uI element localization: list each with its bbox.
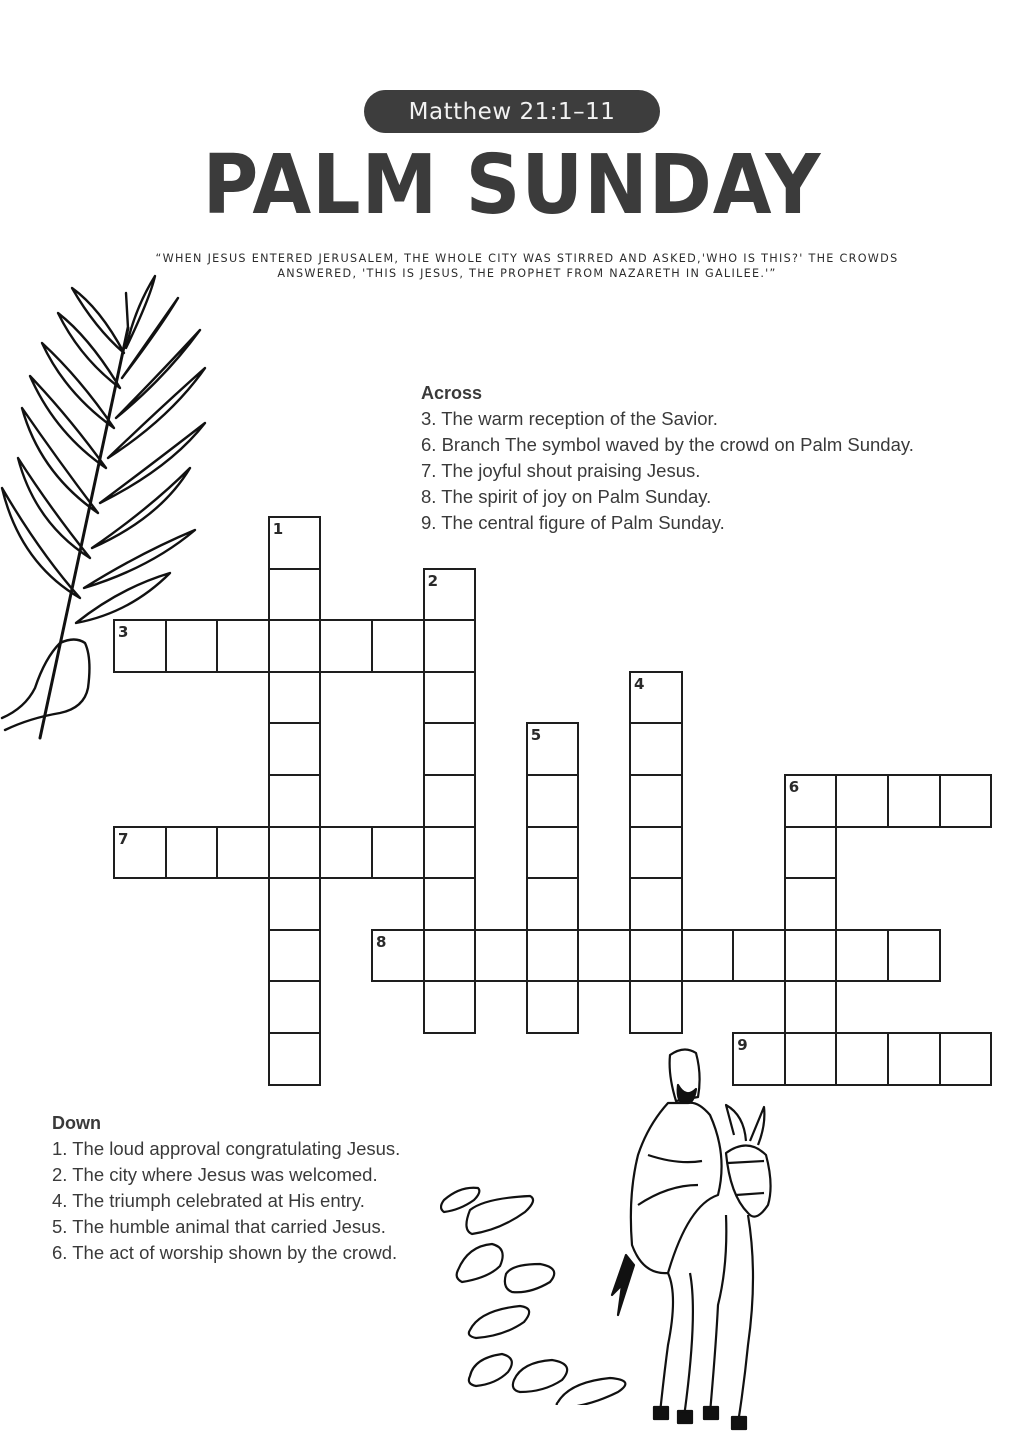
crossword-cell[interactable]: [681, 929, 735, 983]
crossword-cell[interactable]: [732, 929, 786, 983]
across-heading: Across: [421, 383, 483, 403]
crossword-cell[interactable]: [371, 826, 425, 880]
crossword-cell[interactable]: [216, 826, 270, 880]
crossword-cell[interactable]: [629, 722, 683, 776]
clue-number: 8: [376, 932, 387, 951]
down-clue-5: 5. The humble animal that carried Jesus.: [52, 1216, 386, 1237]
clue-number: 9: [737, 1036, 748, 1054]
across-clue-9: 9. The central figure of Palm Sunday.: [421, 512, 725, 533]
crossword-cell[interactable]: [887, 774, 941, 828]
quote-line-2: ANSWERED, 'THIS IS JESUS, THE PROPHET FROM NAZARETH IN GALILEE.'”: [277, 267, 777, 280]
crossword-cell[interactable]: [835, 929, 889, 983]
crossword-cell[interactable]: [268, 671, 322, 725]
crossword-cell[interactable]: [423, 826, 477, 880]
crossword-cell[interactable]: [526, 980, 580, 1034]
crossword-cell[interactable]: [835, 774, 889, 828]
crossword-cell[interactable]: [268, 722, 322, 776]
crossword-cell[interactable]: [113, 826, 167, 880]
crossword-cell[interactable]: [371, 619, 425, 673]
crossword-cell[interactable]: [526, 929, 580, 983]
crossword-cell[interactable]: [268, 877, 322, 931]
crossword-cell[interactable]: [526, 774, 580, 828]
clue-number: 3: [118, 623, 129, 642]
down-clues: [52, 1110, 400, 1266]
crossword-cell[interactable]: [784, 980, 838, 1034]
crossword-cell[interactable]: [526, 877, 580, 931]
crossword-cell[interactable]: [423, 619, 477, 673]
scripture-reference-pill: [364, 90, 660, 133]
clue-number: 2: [427, 571, 439, 590]
crossword-cell[interactable]: [319, 826, 373, 880]
clue-number: 5: [530, 726, 542, 745]
crossword-cell[interactable]: [784, 774, 838, 828]
crossword-cell[interactable]: [268, 1032, 322, 1086]
crossword-cell[interactable]: [629, 980, 683, 1034]
crossword-cell[interactable]: [784, 877, 838, 931]
crossword-cell[interactable]: [629, 671, 683, 725]
crossword-cell[interactable]: [526, 826, 580, 880]
crossword-cell[interactable]: [939, 774, 993, 828]
across-clue-7: 7. The joyful shout praising Jesus.: [421, 460, 701, 481]
crossword-cell[interactable]: [939, 1032, 993, 1086]
crossword-cell[interactable]: [784, 929, 838, 983]
crossword-cell[interactable]: [165, 619, 219, 673]
across-clue-8: 8. The spirit of joy on Palm Sunday.: [421, 486, 712, 507]
crossword-cell[interactable]: [784, 1032, 838, 1086]
across-clues: [421, 380, 914, 536]
crossword-cell[interactable]: [577, 929, 631, 983]
crossword-cell[interactable]: [113, 619, 167, 673]
scripture-reference: Matthew 21:1–11: [408, 98, 616, 125]
down-clue-1: 1. The loud approval congratulating Jesus.: [52, 1138, 401, 1159]
clue-number: 4: [634, 674, 645, 693]
crossword-cell[interactable]: [784, 826, 838, 880]
crossword-cell[interactable]: [423, 929, 477, 983]
crossword-cell[interactable]: [629, 774, 683, 828]
crossword-cell[interactable]: [268, 568, 322, 622]
clue-number: 7: [118, 829, 129, 848]
crossword-cell[interactable]: [629, 826, 683, 880]
jesus-on-donkey-icon: [598, 1045, 783, 1435]
across-clue-3: 3. The warm reception of the Savior.: [421, 408, 718, 429]
crossword-cell[interactable]: [268, 774, 322, 828]
down-clue-4: 4. The triumph celebrated at His entry.: [52, 1190, 365, 1211]
crossword-cell[interactable]: [423, 774, 477, 828]
crossword-cell[interactable]: [423, 877, 477, 931]
crossword-cell[interactable]: [887, 1032, 941, 1086]
across-clue-6: 6. Branch The symbol waved by the crowd on Palm Sunday.: [421, 434, 914, 455]
down-clue-6: 6. The act of worship shown by the crowd.: [52, 1242, 398, 1263]
clue-number: 6: [788, 778, 800, 796]
crossword-cell[interactable]: [474, 929, 528, 983]
crossword-cell[interactable]: [319, 619, 373, 673]
crossword-cell[interactable]: [165, 826, 219, 880]
crossword-cell[interactable]: [423, 980, 477, 1034]
down-heading: Down: [52, 1113, 101, 1133]
crossword-cell[interactable]: [423, 568, 477, 622]
page-title: PALM SUNDAY: [202, 136, 822, 233]
crossword-cell[interactable]: [268, 516, 322, 570]
down-clue-2: 2. The city where Jesus was welcomed.: [52, 1164, 378, 1185]
crossword-cell[interactable]: [629, 929, 683, 983]
crossword-cell[interactable]: [268, 826, 322, 880]
scripture-quote: [100, 251, 954, 281]
crossword-cell[interactable]: [629, 877, 683, 931]
quote-line-1: “WHEN JESUS ENTERED JERUSALEM, THE WHOLE CITY WAS STIRRED AND ASKED,'WHO IS THIS?' THE CROWDS: [155, 252, 899, 265]
crossword-cell[interactable]: [887, 929, 941, 983]
crossword-cell[interactable]: [835, 1032, 889, 1086]
crossword-cell[interactable]: [526, 722, 580, 776]
crossword-cell[interactable]: [268, 980, 322, 1034]
crossword-cell[interactable]: [268, 619, 322, 673]
crossword-cell[interactable]: [268, 929, 322, 983]
crossword-cell[interactable]: [371, 929, 425, 983]
clue-number: 1: [272, 520, 284, 538]
crossword-cell[interactable]: [423, 722, 477, 776]
crossword-cell[interactable]: [423, 671, 477, 725]
crossword-cell[interactable]: [216, 619, 270, 673]
